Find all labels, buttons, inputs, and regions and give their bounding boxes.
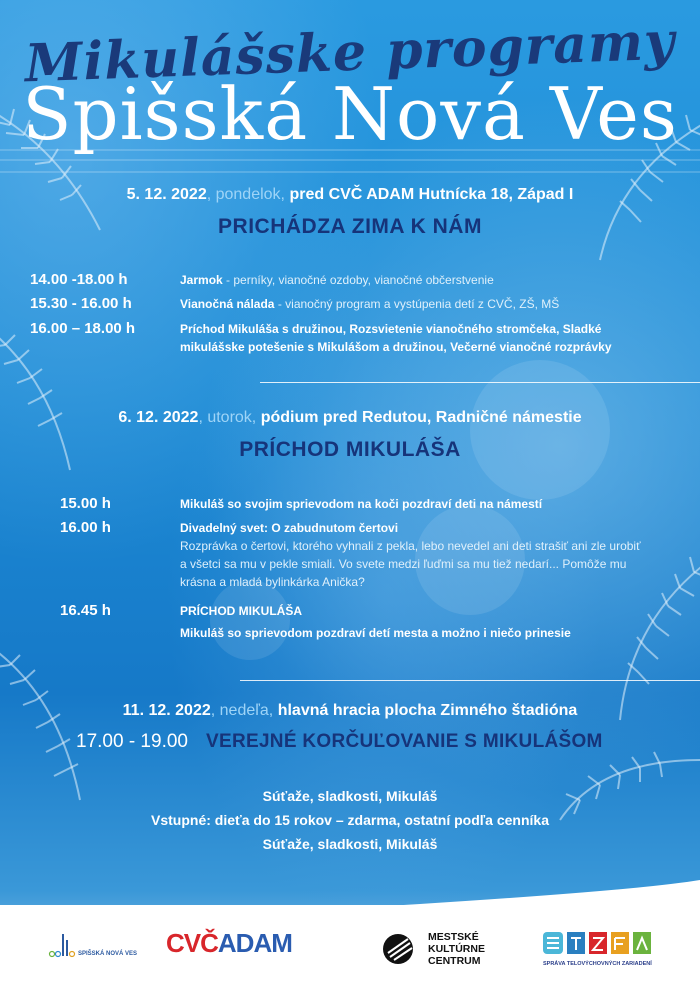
logo-stz [543,928,663,970]
day2-item-1-time: 15.00 h [60,495,111,512]
day1-item-3-line2: mikulášske potešenie s Mikulášom a družinou, Večerné vianočné rozprávky [180,340,612,354]
logo-stz-text: SPRÁVA TELOVÝCHOVNÝCH ZARIADENÍ [543,961,652,967]
logo-cvc-blue: ADAM [217,928,292,958]
logo-mkc-line-2: KULTÚRNE [428,943,485,955]
logo-mkc-line-3: CENTRUM [428,955,481,967]
day1-item-2-text: - vianočný program a vystúpenia detí z CVČ, ZŠ, MŠ [274,297,560,311]
day1-item-1-text: - perníky, vianočné ozdoby, vianočné občerstvenie [222,273,494,287]
day3-program-title: VEREJNÉ KORČUĽOVANIE S MIKULÁŠOM [206,731,603,752]
day1-location: pred CVČ ADAM Hutnícka 18, Západ I [285,186,574,203]
day2-item-1-text: Mikuláš so svojim sprievodom na koči pozdraví deti na námestí [180,497,543,511]
day3-line-3: Súťaže, sladkosti, Mikuláš [262,836,438,852]
day2-header [0,409,700,427]
day2-weekday: , utorok, [198,409,257,426]
day2-item-3-time: 16.45 h [60,602,111,619]
day1-item-3-time: 16.00 – 18.00 h [30,320,136,337]
day2-program-title: PRÍCHOD MIKULÁŠA [239,438,461,461]
logo-spisska-nova-ves [48,930,138,970]
day1-weekday: , pondelok, [206,186,285,203]
stz-emblem-icon [543,928,651,958]
day1-item-3-line1: Príchod Mikuláša s družinou, Rozsvietenie vianočného stromčeka, Sladké [180,322,602,336]
logo-snv-text: SPIŠSKÁ NOVÁ VES [78,951,138,957]
day1-item-2-time: 15.30 - 16.00 h [30,295,132,312]
separator-2 [240,680,700,681]
day1-item-1-time: 14.00 -18.00 h [30,271,128,288]
logo-cvc-red: CVČ [166,928,218,958]
day3-date: 11. 12. 2022 [122,702,211,719]
day2-item-2-body-1: Rozprávka o čertovi, ktorého vyhnali z pekla, lebo nevedel ani deti strašiť ani zle urobiť [180,539,641,553]
day1-date: 5. 12. 2022 [126,186,207,203]
day3-time: 17.00 - 19.00 [76,731,188,752]
day1-item-2-name: Vianočná nálada [180,297,275,311]
snv-emblem-icon [48,930,78,960]
day2-date: 6. 12. 2022 [118,409,199,426]
city-title: Spišská Nová Ves [22,72,678,156]
day2-item-2-title: Divadelný svet: O zabudnutom čertovi [180,521,399,535]
logo-cvc-adam [166,928,292,959]
day2-item-3-title: PRÍCHOD MIKULÁŠA [180,604,302,618]
day2-item-3-text: Mikuláš so sprievodom pozdraví detí mesta a možno i niečo prinesie [180,626,571,640]
day1-header [0,186,700,204]
day2-item-2-body-2: a všetci sa mu v pekle smiali. Vo svete medzi ľuďmi sa mu tiež nedarí... Pomôže mu [180,557,627,571]
day3-line-2: Vstupné: dieťa do 15 rokov – zdarma, ostatní podľa cenníka [151,812,549,828]
day3-weekday: , nedeľa, [210,702,274,719]
logo-mestske-kulturne-centrum [380,929,500,969]
day1-program-title: PRICHÁDZA ZIMA K NÁM [218,215,482,238]
day3-line-1: Súťaže, sladkosti, Mikuláš [262,788,438,804]
day1-item-1-name: Jarmok [180,273,223,287]
mkc-emblem-icon [380,931,416,967]
separator-1 [260,382,700,383]
day3-header [0,702,700,720]
day3-location: hlavná hracia plocha Zimného štadióna [273,702,578,719]
script-title: Mikulášske programy [23,10,677,95]
logo-mkc-line-1: MESTSKÉ [428,931,479,943]
day2-location: pódium pred Redutou, Radničné námestie [256,409,582,426]
day2-item-2-time: 16.00 h [60,519,111,536]
day2-item-2-body-3: krásna a mladá bylinkárka Anička? [180,575,365,589]
